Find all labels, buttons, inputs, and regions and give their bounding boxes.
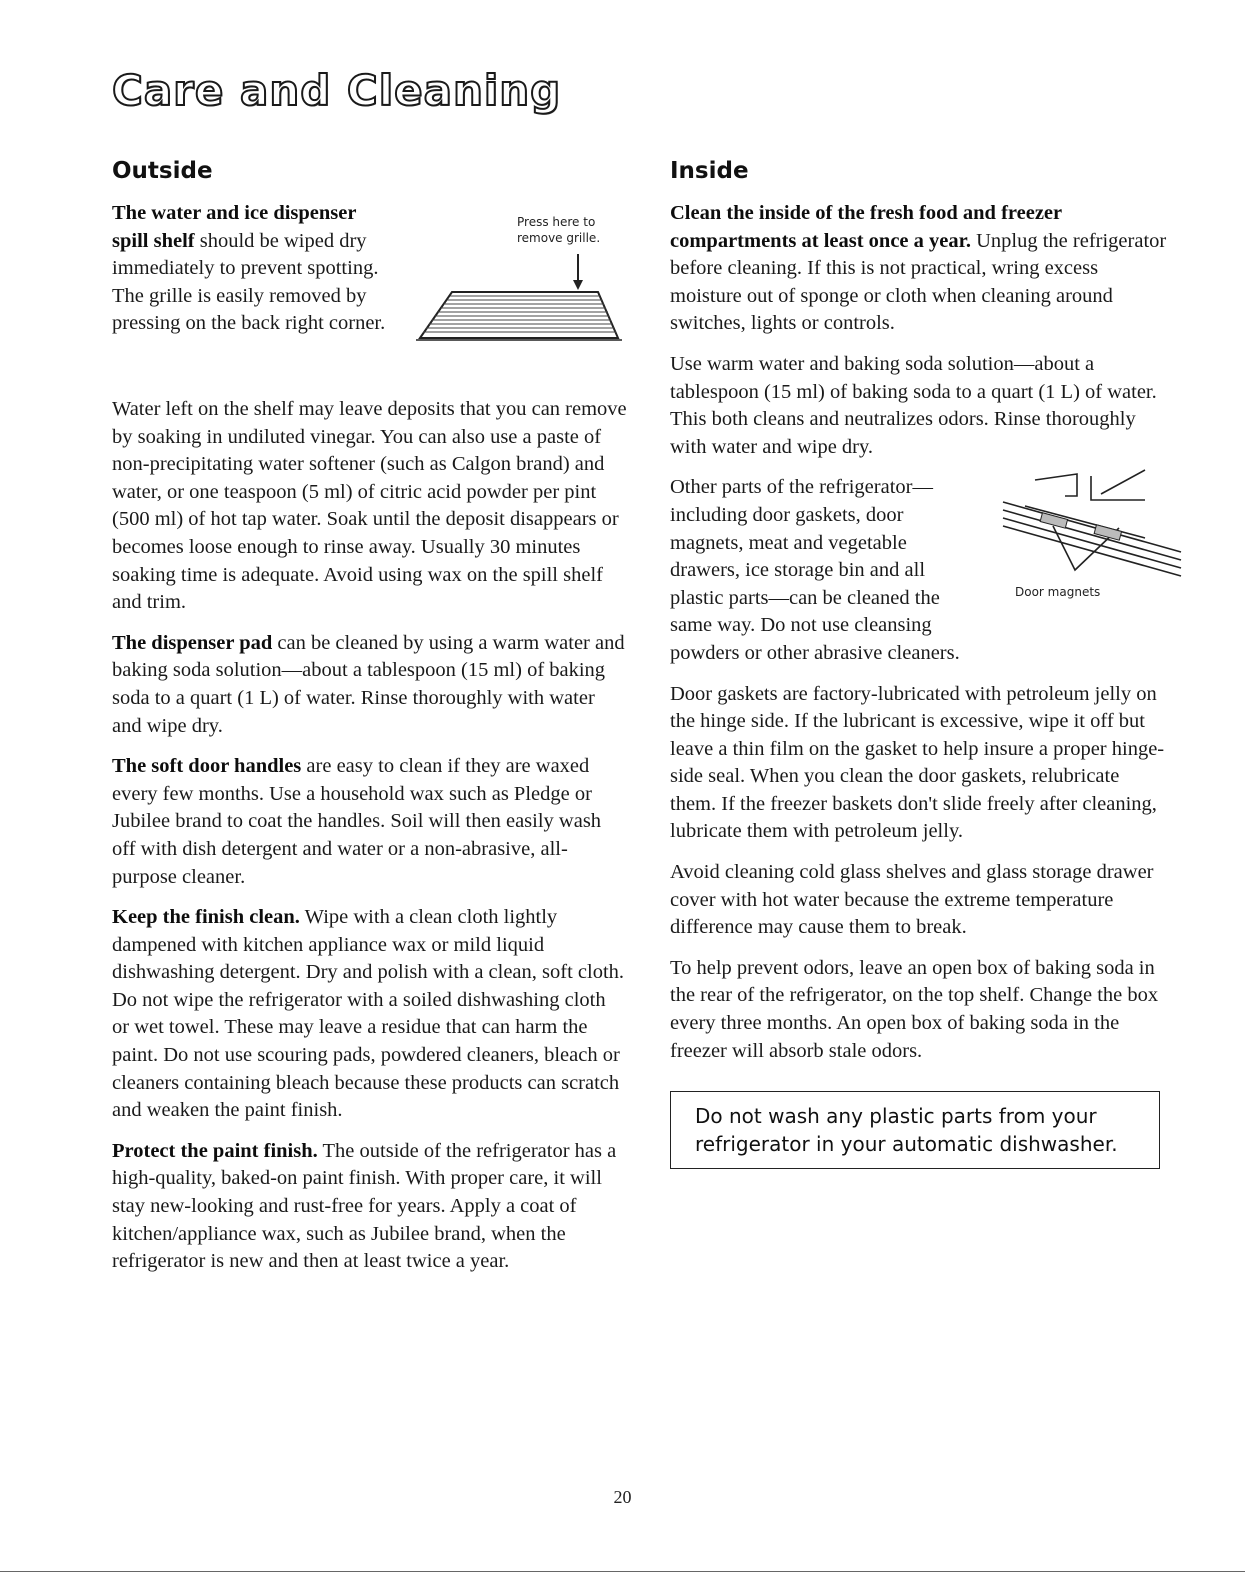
grille-illustration [390,250,635,350]
door-handles-lead: The soft door handles [112,755,302,778]
clean-inside-paragraph [670,200,1170,338]
other-parts-continued: powders or other abrasive cleaners. [670,641,960,664]
page-number: 20 [613,1487,632,1507]
grille-figure [390,208,635,340]
glass-shelves-paragraph: Avoid cleaning cold glass shelves and glass storage drawer cover with hot water because the extreme temperature difference may cause them to break. [670,861,1154,939]
outside-column [112,158,627,1289]
door-magnets-label: Door magnets [1015,585,1101,600]
dispenser-pad-lead: The dispenser pad [112,631,273,654]
dishwasher-notice-text: Do not wash any plastic parts from your refrigerator in your automatic dishwasher. [695,1104,1118,1157]
clean-inside-text: Unplug the refrigerator before cleaning. If this is not practical, wring excess moisture out of sponge or cloth when cleaning around switches, lights or controls. [670,229,1167,335]
door-handles-paragraph [112,753,627,891]
paint-finish-text: The outside of the refrigerator has a high-quality, baked-on paint finish. With proper care, it will stay new-looking and rust-free for years. Apply a coat of kitchen/appliance wax, such as Jubilee brand, when the refrigerator is new and then at least twice a year. [112,1139,617,1273]
inside-column [670,158,1170,1169]
spill-shelf-text: should be wiped dry immediately to prevent spotting. The grille is easily removed by pressing on the back right corner. [112,229,386,335]
door-handles-text: are easy to clean if they are waxed every few months. Use a household wax such as Pledge or Jubilee brand to coat the handles. Soil will then easily wash off with dish detergent and water or a non-abrasive, all-purpose cleaner. [112,755,602,888]
dishwasher-notice-box [670,1091,1160,1169]
paint-finish-lead: Protect the paint finish. [112,1139,318,1162]
other-parts-paragraph: Other parts of the refrigerator—including door gaskets, door magnets, meat and vegetable drawers, ice storage bin and all plastic parts—can be cleaned the same way. Do not use cleansing [670,476,940,637]
door-magnets-figure [995,466,1185,616]
baking-soda-paragraph: Use warm water and baking soda solution—about a tablespoon (15 ml) of baking soda to a quart (1 L) of water. This both cleans and neutralizes odors. Rinse thoroughly with water and wipe dry. [670,352,1157,458]
outside-heading: Outside [112,158,213,184]
finish-clean-paragraph [112,904,627,1125]
odors-paragraph: To help prevent odors, leave an open box of baking soda in the rear of the refrigerator, on the top shelf. Change the box every three months. An open box of baking soda in the freezer will absorb stale odors. [670,956,1159,1062]
door-gaskets-paragraph: Door gaskets are factory-lubricated with petroleum jelly on the hinge side. If the lubricant is excessive, wipe it off but leave a thin film on the gasket to help insure a proper hinge-side seal. When you clean the door gaskets, relubricate them. If the freezer baskets don't slide freely after cleaning, lubricate them with petroleum jelly. [670,682,1165,843]
clean-inside-lead: Clean the inside of the fresh food and freezer compartments at least once a year. [670,202,1062,252]
page-title: Care and Cleaning [112,66,562,115]
deposits-paragraph: Water left on the shelf may leave deposits that you can remove by soaking in undiluted vinegar. You can also use a paste of non-precipitating water softener (such as Calgon brand) and water, or one teaspoon (5 ml) of citric acid powder per pint (500 ml) of hot tap water. Soak until the deposit disappears or becomes loose enough to rinse away. Usually 30 minutes soaking time is adequate. Avoid using wax on the spill shelf and trim. [112,398,627,614]
finish-clean-lead: Keep the finish clean. [112,906,300,929]
dispenser-pad-paragraph [112,630,627,740]
spill-shelf-block [112,200,627,396]
door-magnets-illustration [995,466,1185,584]
dispenser-pad-text: can be cleaned by using a warm water and baking soda solution—about a tablespoon (15 ml) of baking soda to a quart (1 L) of water. Rinse thoroughly with water and wipe dry. [112,631,625,737]
paint-finish-paragraph [112,1138,627,1276]
spill-shelf-paragraph [112,200,392,338]
grille-figure-label: Press here to remove grille. [517,215,601,245]
finish-clean-text: Wipe with a clean cloth lightly dampened with kitchen appliance wax or mild liquid dishwashing detergent. Dry and polish with a clean, soft cloth. Do not wipe the refrigerator with a soiled dishwashing cloth or wet towel. These may leave a residue that can harm the paint. Do not use scouring pads, powdered cleaners, bleach or cleaners containing bleach because these products can scratch and weaken the paint finish. [112,906,625,1122]
spill-shelf-lead: The water and ice dispenser spill shelf [112,202,357,252]
inside-heading: Inside [670,158,749,184]
other-parts-block [670,474,1170,667]
bottom-rule [0,1571,1245,1572]
